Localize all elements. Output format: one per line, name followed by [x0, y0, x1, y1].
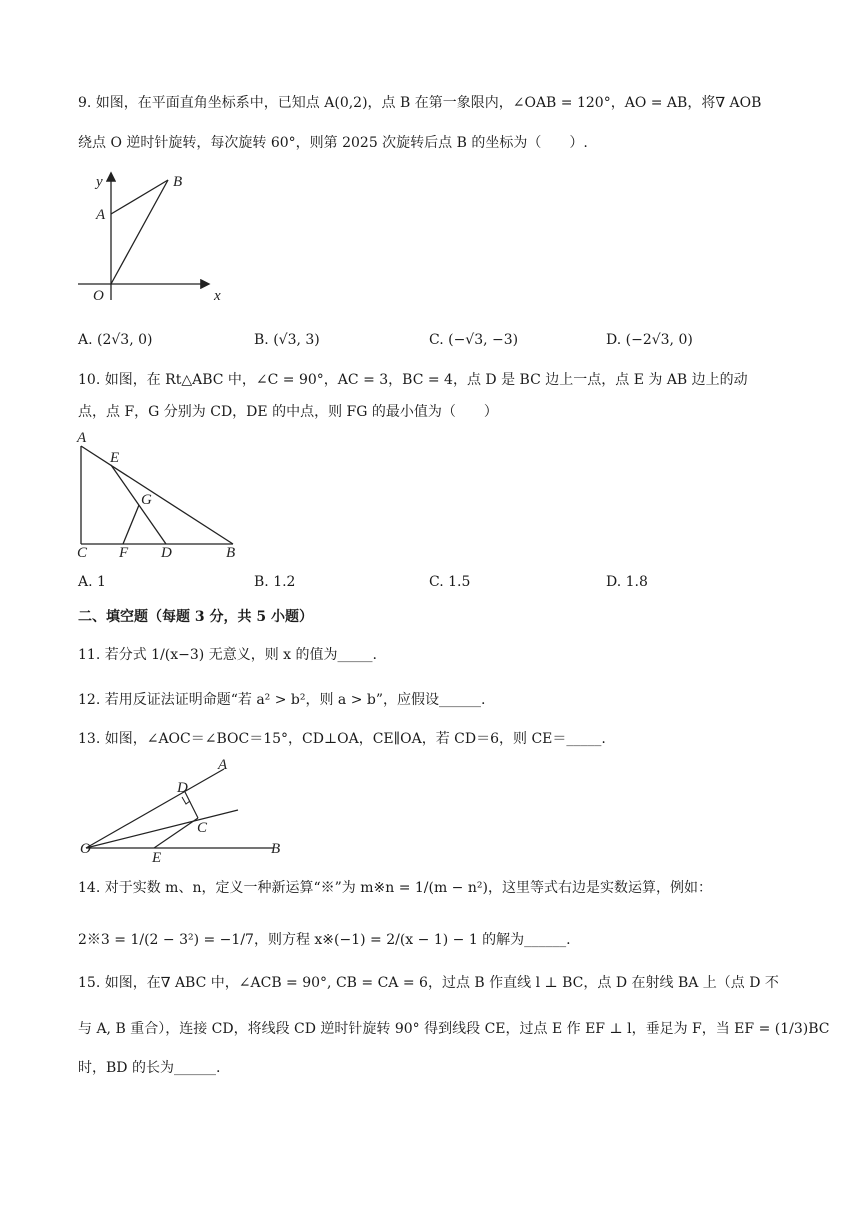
segment-CE [154, 818, 198, 848]
label-C: C [197, 820, 208, 836]
q15-text-line2: 与 A, B 重合），连接 CD，将线段 CD 逆时针旋转 90° 得到线段 CE，过点 E 作 EF ⊥ l，垂足为 F，当 EF = (1/3)BC [78, 1021, 830, 1037]
label-B: B [271, 841, 281, 857]
label-y: y [96, 174, 103, 190]
q9-figure [76, 168, 236, 308]
label-O: O [80, 841, 91, 857]
q10-option-b[interactable]: B. 1.2 [254, 574, 296, 590]
label-F: F [119, 545, 129, 561]
q10-text-line2: 点，点 F，G 分别为 CD，DE 的中点，则 FG 的最小值为（ ） [78, 404, 498, 420]
label-B: B [226, 545, 236, 561]
q9-text-line1: 9. 如图，在平面直角坐标系中，已知点 A(0,2)，点 B 在第一象限内，∠OAB = 120°，AO = AB，将∇ AOB [78, 95, 762, 111]
q10-option-a[interactable]: A. 1 [78, 574, 106, 590]
q9-option-d[interactable]: D. (−2√3, 0) [606, 332, 693, 348]
label-D: D [161, 545, 172, 561]
section-heading: 二、填空题（每题 3 分，共 5 小题） [78, 609, 313, 625]
label-A: A [96, 207, 106, 223]
q13-text: 13. 如图，∠AOC＝∠BOC＝15°，CD⊥OA，CE∥OA，若 CD＝6，则 CE＝_____. [78, 731, 606, 747]
segment-OB [111, 180, 168, 284]
label-B: B [173, 174, 183, 190]
label-E: E [110, 450, 120, 466]
q10-option-c[interactable]: C. 1.5 [429, 574, 471, 590]
label-G: G [141, 492, 152, 508]
q12-text: 12. 若用反证法证明命题“若 a² > b²，则 a > b”，应假设______. [78, 692, 486, 708]
label-x: x [214, 288, 221, 304]
label-O: O [93, 288, 104, 304]
q10-figure [74, 428, 244, 562]
label-C: C [77, 545, 88, 561]
q10-option-d[interactable]: D. 1.8 [606, 574, 648, 590]
segment-AB [111, 180, 168, 214]
q9-option-b[interactable]: B. (√3, 3) [254, 332, 320, 348]
q9-option-c[interactable]: C. (−√3, −3) [429, 332, 519, 348]
label-A: A [77, 430, 87, 446]
q14-text-line1: 14. 对于实数 m、n，定义一种新运算“※”为 m※n = 1/(m − n²)，这里等式右边是实数运算，例如： [78, 880, 712, 896]
q9-option-a[interactable]: A. (2√3, 0) [78, 332, 153, 348]
q9-text-line2: 绕点 O 逆时针旋转，每次旋转 60°，则第 2025 次旋转后点 B 的坐标为（ ）. [78, 135, 588, 151]
q13-figure [78, 756, 298, 864]
segment-FG [123, 505, 139, 544]
label-D: D [177, 780, 188, 796]
ray-OA [86, 769, 224, 848]
q15-text-line3: 时，BD 的长为______. [78, 1060, 221, 1076]
q11-text: 11. 若分式 1/(x−3) 无意义，则 x 的值为_____. [78, 647, 377, 663]
q14-text-line2: 2※3 = 1/(2 − 3²) = −1/7，则方程 x※(−1) = 2/(x − 1) − 1 的解为______. [78, 932, 571, 948]
q15-text-line1: 15. 如图，在∇ ABC 中，∠ACB = 90°, CB = CA = 6，过点 B 作直线 l ⊥ BC，点 D 在射线 BA 上（点 D 不 [78, 975, 779, 991]
q10-text-line1: 10. 如图，在 Rt△ABC 中，∠C = 90°，AC = 3，BC = 4，点 D 是 BC 边上一点，点 E 为 AB 边上的动 [78, 372, 748, 388]
label-A: A [218, 757, 228, 773]
segment-AB [81, 446, 233, 544]
segment-ED [111, 465, 166, 544]
label-E: E [152, 850, 162, 864]
